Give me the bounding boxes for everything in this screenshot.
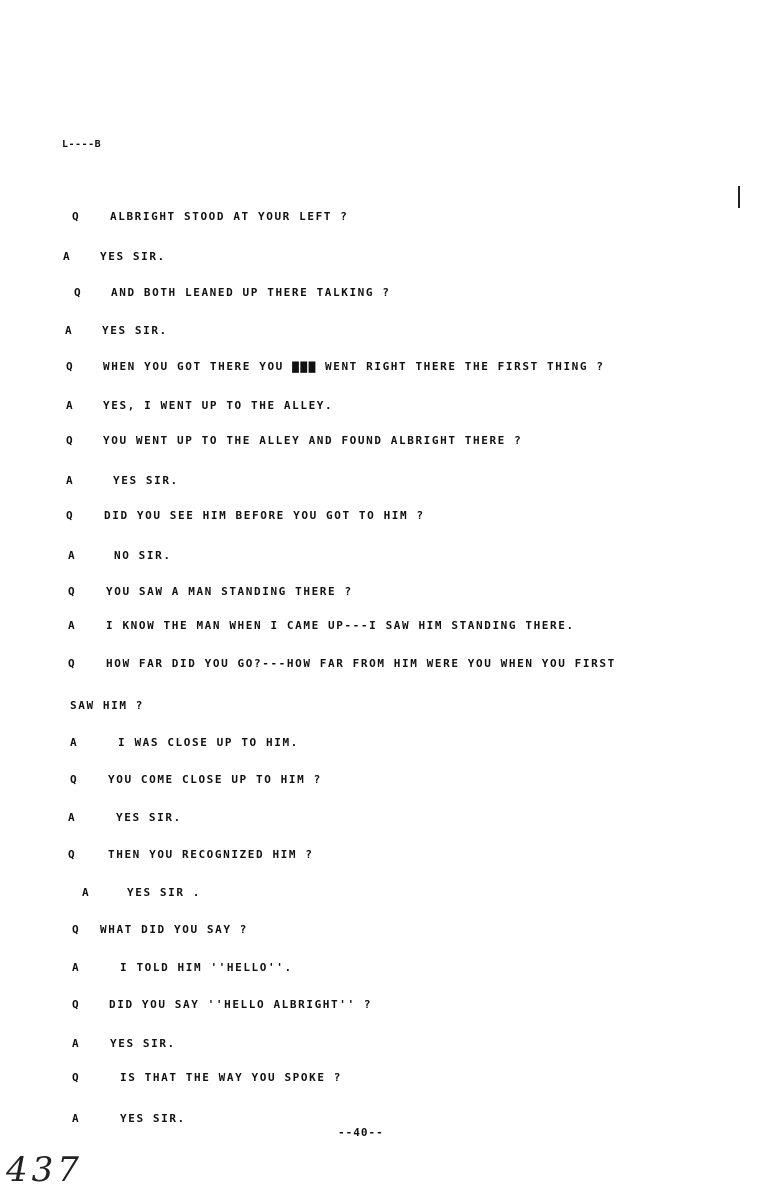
page-header: L----B	[62, 139, 102, 150]
transcript-line: Q YOU WENT UP TO THE ALLEY AND FOUND ALBRIGHT THERE ?	[66, 434, 523, 447]
line-text: DID YOU SAY ''HELLO ALBRIGHT'' ?	[109, 998, 373, 1011]
line-text: WHEN YOU GOT THERE YOU ▇▇▇ WENT RIGHT THERE THE FIRST THING ?	[103, 360, 605, 373]
line-text: WHAT DID YOU SAY ?	[100, 923, 249, 936]
transcript-line: A YES SIR.	[66, 474, 179, 487]
line-text: YOU SAW A MAN STANDING THERE ?	[106, 585, 353, 598]
line-text: YES, I WENT UP TO THE ALLEY.	[103, 399, 334, 412]
transcript-line: Q WHEN YOU GOT THERE YOU ▇▇▇ WENT RIGHT THERE THE FIRST THING ?	[66, 360, 605, 373]
transcript-line: Q YOU SAW A MAN STANDING THERE ?	[68, 585, 353, 598]
transcript-line: A I TOLD HIM ''HELLO''.	[72, 961, 293, 974]
page-number: --40--	[338, 1126, 384, 1139]
line-text: YES SIR.	[116, 811, 182, 824]
margin-mark	[738, 186, 740, 208]
transcript-line: A YES, I WENT UP TO THE ALLEY.	[66, 399, 334, 412]
transcript-line: A YES SIR.	[68, 811, 182, 824]
line-text: IS THAT THE WAY YOU SPOKE ?	[120, 1071, 343, 1084]
line-text: YES SIR .	[127, 886, 202, 899]
line-text: YES SIR.	[110, 1037, 176, 1050]
transcript-line: A I WAS CLOSE UP TO HIM.	[70, 736, 299, 749]
transcript-line: A YES SIR.	[72, 1037, 176, 1050]
transcript-line: A NO SIR.	[68, 549, 172, 562]
line-text: AND BOTH LEANED UP THERE TALKING ?	[111, 286, 391, 299]
line-text: NO SIR.	[114, 549, 172, 562]
transcript-line	[70, 699, 144, 712]
transcript-line: A YES SIR.	[72, 1112, 186, 1125]
line-text: YES SIR.	[100, 250, 166, 263]
line-text: THEN YOU RECOGNIZED HIM ?	[108, 848, 314, 861]
transcript-line: Q YOU COME CLOSE UP TO HIM ?	[70, 773, 322, 786]
transcript-line: Q HOW FAR DID YOU GO?---HOW FAR FROM HIM WERE YOU WHEN YOU FIRST	[68, 657, 616, 670]
line-text: YOU COME CLOSE UP TO HIM ?	[108, 773, 322, 786]
line-text: YES SIR.	[120, 1112, 186, 1125]
line-text: I TOLD HIM ''HELLO''.	[120, 961, 293, 974]
line-text: ALBRIGHT STOOD AT YOUR LEFT ?	[110, 210, 349, 223]
transcript-line: A I KNOW THE MAN WHEN I CAME UP---I SAW HIM STANDING THERE.	[68, 619, 575, 632]
line-text: DID YOU SEE HIM BEFORE YOU GOT TO HIM ?	[104, 509, 425, 522]
transcript-line: A YES SIR.	[63, 250, 166, 263]
line-text: HOW FAR DID YOU GO?---HOW FAR FROM HIM WERE YOU WHEN YOU FIRST	[106, 657, 616, 670]
line-text: YES SIR.	[113, 474, 179, 487]
transcript-line: Q AND BOTH LEANED UP THERE TALKING ?	[74, 286, 391, 299]
line-text: YES SIR.	[102, 324, 168, 337]
transcript-line: Q THEN YOU RECOGNIZED HIM ?	[68, 848, 314, 861]
line-text: I WAS CLOSE UP TO HIM.	[118, 736, 299, 749]
transcript-line: Q WHAT DID YOU SAY ?	[72, 923, 249, 936]
line-text: I KNOW THE MAN WHEN I CAME UP---I SAW HIM STANDING THERE.	[106, 619, 575, 632]
handwritten-page-number: 437	[6, 1150, 83, 1190]
transcript-line: A YES SIR.	[65, 324, 168, 337]
transcript-line: A YES SIR .	[82, 886, 202, 899]
transcript-line: Q IS THAT THE WAY YOU SPOKE ?	[72, 1071, 343, 1084]
transcript-line: Q ALBRIGHT STOOD AT YOUR LEFT ?	[72, 210, 349, 223]
line-text: YOU WENT UP TO THE ALLEY AND FOUND ALBRIGHT THERE ?	[103, 434, 523, 447]
line-text: SAW HIM ?	[70, 699, 145, 712]
transcript-line: Q DID YOU SAY ''HELLO ALBRIGHT'' ?	[72, 998, 373, 1011]
transcript-line: Q DID YOU SEE HIM BEFORE YOU GOT TO HIM ?	[66, 509, 425, 522]
